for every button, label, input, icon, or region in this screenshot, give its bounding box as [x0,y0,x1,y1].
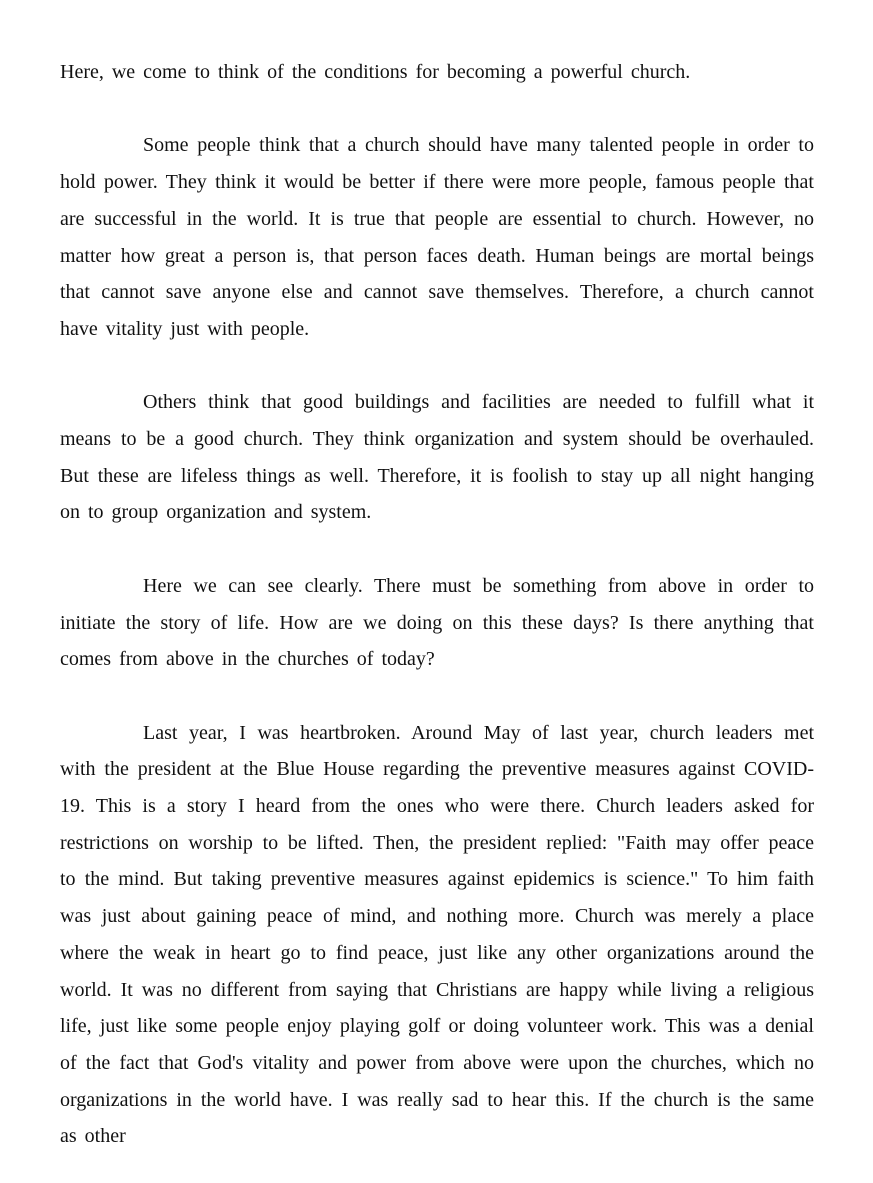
paragraph-gap [60,678,814,715]
paragraph-talented-people: Some people think that a church should have many talented people in order to hold power. They think it would be better if there were more people, famous people that are successful in the world. It is true that people are essential to church. However, no matter how great a person is, that person faces death. Human beings are mortal beings that cannot save anyone else and cannot save themselves. Therefore, a church cannot have vitality just with people. [60,134,814,340]
paragraph-last-year: Last year, I was heartbroken. Around May of last year, church leaders met with the president at the Blue House regarding the preventive measures against COVID-19. This is a story I heard from the ones who were there. Church leaders asked for restrictions on worship to be lifted. Then, the president replied: "Faith may offer peace to the mind. But taking preventive measures against epidemics is science." To him faith was just about gaining peace of mind, and nothing more. Church was merely a place where the weak in heart go to find peace, just like any other organizations around the world. It was no different from saying that Christians are happy while living a religious life, just like some people enjoy playing golf or doing volunteer work. This was a denial of the fact that God's vitality and power from above were upon the churches, which no organizations in the world have. I was really sad to hear this. If the church is the same as other [60,721,814,1148]
paragraph-buildings-facilities: Others think that good buildings and facilities are needed to fulfill what it means to be a good church. They think organization and system should be overhauled. But these are lifeless things as well. Therefore, it is foolish to stay up all night hanging on to group organization and system. [60,391,814,524]
paragraph-gap [60,348,814,385]
paragraph-gap [60,531,814,568]
document-body [60,54,814,1155]
paragraph-intro: Here, we come to think of the conditions for becoming a powerful church. [60,61,691,83]
paragraph-from-above: Here we can see clearly. There must be something from above in order to initiate the story of life. How are we doing on this these days? Is there anything that comes from above in the churches of today? [60,574,814,671]
paragraph-gap [60,91,814,128]
